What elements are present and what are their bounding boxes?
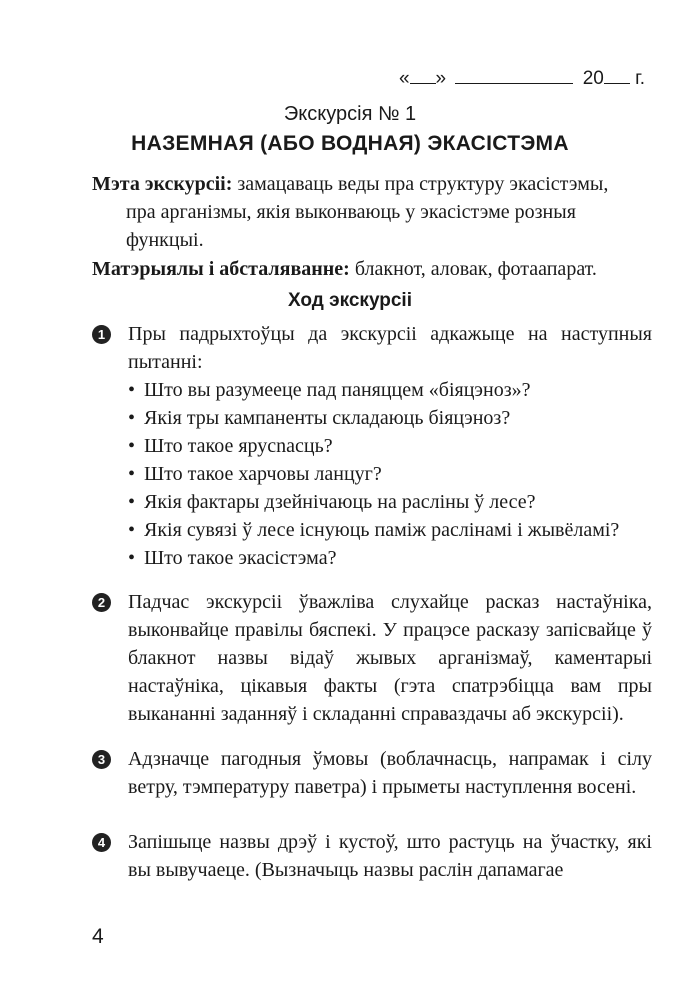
task-number-badge: 2	[92, 593, 111, 612]
task-number-badge: 4	[92, 833, 111, 852]
task-number-badge: 3	[92, 750, 111, 769]
excursion-number: Экскурсія № 1	[283, 103, 417, 125]
task-text: Пры падрыхтоўцы да экскурсіі адкажыце на наступныя пытанні:	[128, 323, 652, 373]
year-suffix: г.	[635, 68, 645, 89]
bullet-icon: •	[128, 463, 136, 485]
task-number-badge: 1	[92, 325, 111, 344]
question-item: • Якія фактары дзейнічаюць на расліны ў лесе?	[128, 488, 652, 516]
goal-text-continued: пра арганізмы, якія выконваюць у экасістэме розныя функцыі.	[126, 201, 576, 251]
question-item: • Што такое харчовы ланцуг?	[128, 460, 652, 488]
question-list	[92, 376, 652, 572]
date-open-quote: «	[398, 68, 410, 89]
goal-label: Мэта экскурсіі:	[92, 173, 233, 195]
bullet-icon: •	[128, 435, 136, 457]
materials-text: блакнот, аловак, фотаапарат.	[354, 258, 597, 280]
goal-paragraph	[92, 170, 658, 254]
task-text: Падчас экскурсіі ўважліва слухайце расказ настаўніка, выконвайце правілы бяспекі. У працэсе расказу запісвайце ў блакнот назвы відаў жывых арганізмаў, каментарыі настаўніка, цікавыя факты (гэта спатрэбіцца вам пры выкананні заданняў і складанні справаздачы аб экскурсіі).	[128, 591, 652, 725]
task-item-3	[92, 745, 652, 801]
page-title: НАЗЕМНАЯ (АБО ВОДНАЯ) ЭКАСІСТЭМА	[131, 132, 569, 155]
task-item-1	[92, 320, 652, 572]
question-item: • Якія сувязі ў лесе існуюць паміж раслінамі і жывёламі?	[128, 516, 652, 544]
question-item: • Якія тры кампаненты складаюць біяцэноз?	[128, 404, 652, 432]
page-number: 4	[92, 925, 104, 948]
date-close-quote: »	[435, 68, 447, 89]
bullet-icon: •	[128, 379, 136, 401]
bullet-icon: •	[128, 547, 136, 569]
date-line	[399, 68, 645, 90]
task-item-4	[92, 828, 652, 884]
goal-text-line1: замацаваць веды пра структуру экасістэмы,	[237, 173, 609, 195]
bullet-icon: •	[128, 407, 136, 429]
bullet-icon: •	[128, 491, 136, 513]
bullet-icon: •	[128, 519, 136, 541]
materials-label: Матэрыялы і абсталяванне:	[92, 258, 350, 280]
task-text: Адзначце пагодныя ўмовы (воблачнасць, напрамак і сілу ветру, тэмпературу паветра) і прыметы наступлення восені.	[128, 748, 652, 798]
year-prefix: 20	[582, 68, 604, 89]
year-blank	[604, 82, 630, 84]
question-item: • Што такое ярусnасць?	[128, 432, 652, 460]
question-item: • Што такое экасістэма?	[128, 544, 652, 572]
task-text: Запішыце назвы дрэў і кустоў, што растуць на ўчастку, які вы вывучаеце. (Вызначыць назвы раслін дапамагае	[128, 831, 652, 881]
day-blank	[410, 82, 436, 84]
question-item: • Што вы разумееце пад паняццем «біяцэноз»?	[128, 376, 652, 404]
month-blank	[455, 82, 573, 84]
task-item-2	[92, 588, 652, 728]
materials-paragraph	[92, 255, 658, 283]
course-heading: Ход экскурсіі	[288, 290, 412, 311]
